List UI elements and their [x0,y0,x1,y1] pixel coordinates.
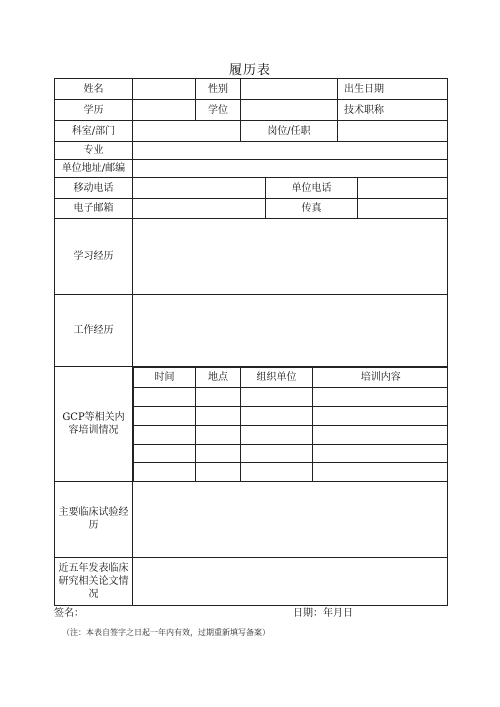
date-label: 日期：年月日 [293,608,353,619]
address-field[interactable] [133,160,448,178]
gcp-cell[interactable] [241,407,313,426]
email-field[interactable] [133,199,266,219]
gcp-cell[interactable] [196,426,241,445]
gcp-cell[interactable] [241,388,313,407]
gender-label: 性别 [196,79,241,100]
education-field[interactable] [133,100,196,121]
gcp-cell[interactable] [241,445,313,463]
clinical-trials-field[interactable] [133,481,448,557]
gcp-cell[interactable] [313,388,448,407]
gcp-cell[interactable] [313,426,448,445]
work-history-label: 工作经历 [55,295,133,367]
gcp-cell[interactable] [313,445,448,463]
resume-table [54,78,448,606]
email-label: 电子邮箱 [55,199,133,219]
tech-title-label: 技术职称 [338,100,448,121]
major-label: 专业 [55,142,133,160]
address-label: 单位地址/邮编 [55,160,133,178]
gcp-cell[interactable] [134,426,196,445]
gcp-header-place: 地点 [196,368,241,388]
birth-date-label: 出生日期 [338,79,448,100]
gcp-training-label: GCP等相关内容培训情况 [55,367,133,482]
major-field[interactable] [133,142,448,160]
position-label: 岗位/任职 [241,121,338,142]
position-field[interactable] [338,121,448,142]
gender-field[interactable] [241,79,338,100]
signature-label: 签名： [54,608,84,619]
gcp-cell[interactable] [134,463,196,481]
office-phone-label: 单位电话 [266,178,358,199]
mobile-field[interactable] [133,178,266,199]
papers-field[interactable] [133,557,448,605]
office-phone-field[interactable] [358,178,448,199]
fax-field[interactable] [358,199,448,219]
gcp-header-time: 时间 [134,368,196,388]
gcp-cell[interactable] [134,407,196,426]
gcp-cell[interactable] [196,463,241,481]
mobile-label: 移动电话 [55,178,133,199]
gcp-cell[interactable] [134,388,196,407]
degree-label: 学位 [196,100,241,121]
gcp-cell[interactable] [241,463,313,481]
fax-label: 传真 [266,199,358,219]
name-field[interactable] [133,79,196,100]
gcp-training-table [133,367,448,481]
gcp-cell[interactable] [313,407,448,426]
papers-label: 近五年发表临床研究相关论文情况 [55,557,133,605]
study-history-field[interactable] [133,219,448,295]
gcp-cell[interactable] [196,407,241,426]
department-field[interactable] [133,121,241,142]
form-title: 履历表 [228,63,271,78]
study-history-label: 学习经历 [55,219,133,295]
validity-note: （注：本表自签字之日起一年内有效，过期重新填写备案） [62,628,270,637]
gcp-cell[interactable] [241,426,313,445]
department-label: 科室/部门 [55,121,133,142]
name-label: 姓名 [55,79,133,100]
gcp-cell[interactable] [196,388,241,407]
degree-field[interactable] [241,100,338,121]
gcp-cell[interactable] [313,463,448,481]
gcp-header-content: 培训内容 [313,368,448,388]
clinical-trials-label: 主要临床试验经历 [55,481,133,557]
work-history-field[interactable] [133,295,448,367]
education-label: 学历 [55,100,133,121]
gcp-cell[interactable] [196,445,241,463]
gcp-training-grid [133,367,448,482]
gcp-cell[interactable] [134,445,196,463]
gcp-header-organizer: 组织单位 [241,368,313,388]
